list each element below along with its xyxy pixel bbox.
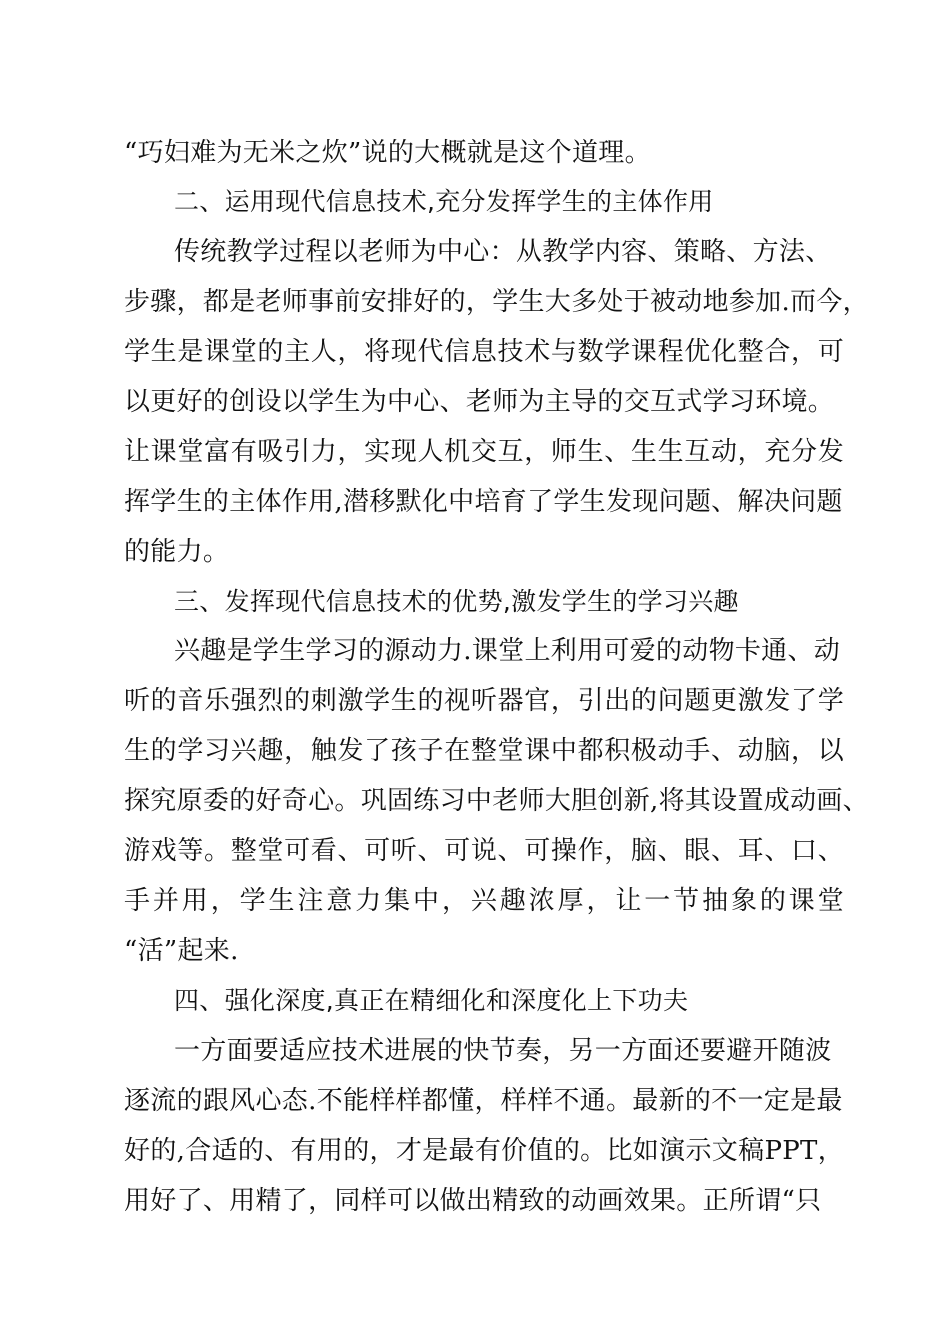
body-text-line: 生的学习兴趣，触发了孩子在整堂课中都积极动手、动脑，以 <box>124 736 844 766</box>
body-text-line: 用好了、用精了，同样可以做出精致的动画效果。正所谓“只 <box>124 1186 822 1216</box>
body-text-line: 以更好的创设以学生为中心、老师为主导的交互式学习环境。 <box>124 387 835 417</box>
body-text-line: 好的,合适的、有用的，才是最有价值的。比如演示文稿PPT， <box>124 1136 844 1166</box>
section-heading-3: 三、发挥现代信息技术的优势,激发学生的学习兴趣 <box>174 587 739 616</box>
body-text-line: 的能力。 <box>124 537 230 567</box>
body-text-line: 兴趣是学生学习的源动力.课堂上利用可爱的动物卡通、动 <box>174 636 841 666</box>
body-text-line: 逐流的跟风心态.不能样样都懂，样样不通。最新的不一定是最 <box>124 1086 843 1116</box>
body-text-line: “巧妇难为无米之炊”说的大概就是这个道理。 <box>124 138 651 168</box>
body-text-line: 探究原委的好奇心。巩固练习中老师大胆创新,将其设置成动画、 <box>124 786 869 816</box>
body-text-line: 手并用，学生注意力集中，兴趣浓厚，让一节抽象的课堂 <box>124 886 844 916</box>
body-text-line: “活”起来. <box>124 936 239 966</box>
body-text-line: 一方面要适应技术进展的快节奏，另一方面还要避开随波 <box>174 1036 832 1066</box>
body-text-line: 挥学生的主体作用,潜移默化中培育了学生发现问题、解决问题 <box>124 487 843 517</box>
body-text-line: 让课堂富有吸引力，实现人机交互，师生、生生互动，充分发 <box>124 437 844 467</box>
body-text-line: 学生是课堂的主人，将现代信息技术与数学课程优化整合，可 <box>124 337 844 367</box>
section-heading-2: 二、运用现代信息技术,充分发挥学生的主体作用 <box>174 187 714 216</box>
body-text-line: 步骤，都是老师事前安排好的，学生大多处于被动地参加.而今， <box>124 287 869 317</box>
body-text-line: 传统教学过程以老师为中心：从教学内容、策略、方法、 <box>174 237 832 267</box>
section-heading-4: 四、强化深度,真正在精细化和深度化上下功夫 <box>174 986 689 1015</box>
body-text-line: 听的音乐强烈的刺激学生的视听器官，引出的问题更激发了学 <box>124 686 844 716</box>
body-text-line: 游戏等。整堂可看、可听、可说、可操作，脑、眼、耳、口、 <box>124 836 844 866</box>
